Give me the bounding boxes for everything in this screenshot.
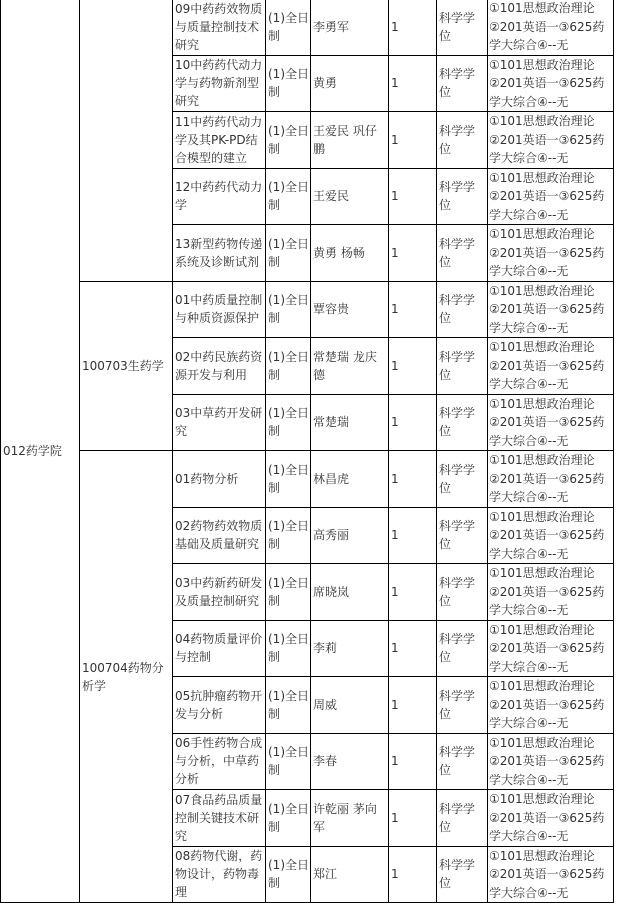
exam-subject-line: ②201英语一③625药 — [489, 810, 605, 825]
research-direction-cell: 13新型药物传递系统及诊断试剂 — [173, 225, 266, 282]
exam-subject-line: ①101思想政治理论 — [489, 170, 595, 185]
exam-subject-line: ②201英语一③625药 — [489, 245, 605, 260]
exam-subject-line: ②201英语一③625药 — [489, 189, 605, 203]
exam-subjects-cell — [488, 733, 614, 790]
exam-subject-line: 学大综合④--无 — [489, 772, 569, 787]
degree-type-cell: 科学学位 — [437, 112, 488, 169]
exam-subject-line: 学大综合④--无 — [489, 603, 569, 617]
exam-subject-line: ②201英语一③625药 — [489, 641, 605, 655]
exam-subject-line: ②201英语一③625药 — [489, 528, 605, 542]
exam-subject-line: ①101思想政治理论 — [489, 735, 595, 750]
study-mode-cell: (1)全日制 — [266, 394, 311, 451]
study-mode-cell: (1)全日制 — [266, 677, 311, 734]
exam-subject-line: 学大综合④--无 — [489, 490, 569, 504]
research-direction-cell: 05抗肿瘤药物开发与分析 — [173, 677, 266, 734]
exam-subject-line: ①101思想政治理论 — [489, 57, 595, 72]
exam-subjects-cell — [488, 451, 614, 508]
exam-subjects-cell — [488, 846, 614, 903]
tutor-cell: 许乾丽 茅向军 — [311, 790, 389, 847]
exam-subject-line: ①101思想政治理论 — [489, 509, 595, 524]
exam-subject-line: ②201英语一③625药 — [489, 19, 605, 34]
study-mode-cell: (1)全日制 — [266, 168, 311, 225]
program-table-body — [1, 0, 614, 903]
research-direction-cell: 09中药药效物质与质量控制技术研究 — [173, 0, 266, 55]
exam-subject-line: 学大综合④--无 — [489, 38, 569, 52]
exam-subject-line: ②201英语一③625药 — [489, 415, 605, 429]
exam-subject-line: 学大综合④--无 — [489, 151, 569, 165]
exam-subjects-cell — [488, 281, 614, 338]
exam-subjects-cell — [488, 225, 614, 282]
tutor-cell: 李勇军 — [311, 0, 389, 55]
exam-subjects-cell — [488, 677, 614, 734]
exam-subjects-cell — [488, 168, 614, 225]
exam-subject-line: ①101思想政治理论 — [489, 622, 595, 637]
exam-subject-line: ②201英语一③625药 — [489, 754, 605, 768]
exam-subjects-cell — [488, 507, 614, 564]
study-mode-cell: (1)全日制 — [266, 733, 311, 790]
degree-type-cell: 科学学位 — [437, 790, 488, 847]
enrollment-count-cell: 1 — [389, 394, 437, 451]
study-mode-cell: (1)全日制 — [266, 225, 311, 282]
tutor-cell: 林昌虎 — [311, 451, 389, 508]
research-direction-cell: 02中药民族药资源开发与利用 — [173, 338, 266, 395]
exam-subjects-cell — [488, 790, 614, 847]
exam-subject-line: ②201英语一③625药 — [489, 302, 605, 316]
exam-subject-line: ①101思想政治理论 — [489, 340, 595, 354]
tutor-cell: 覃容贵 — [311, 281, 389, 338]
degree-type-cell: 科学学位 — [437, 338, 488, 395]
tutor-cell: 常楚瑞 — [311, 394, 389, 451]
exam-subject-line: ①101思想政治理论 — [489, 453, 595, 467]
table-row — [1, 281, 614, 338]
tutor-cell: 席晓岚 — [311, 564, 389, 621]
enrollment-count-cell: 1 — [389, 677, 437, 734]
tutor-cell: 周威 — [311, 677, 389, 734]
exam-subject-line: ②201英语一③625药 — [489, 584, 605, 599]
exam-subject-line: 学大综合④--无 — [489, 94, 569, 109]
exam-subjects-cell — [488, 55, 614, 112]
school-cell: 012药学院 — [1, 0, 80, 903]
exam-subject-line: ②201英语一③625药 — [489, 471, 605, 486]
exam-subjects-cell — [488, 338, 614, 395]
table-row — [1, 0, 614, 55]
exam-subject-line: 学大综合④--无 — [489, 377, 569, 391]
study-mode-cell: (1)全日制 — [266, 790, 311, 847]
exam-subject-line: 学大综合④--无 — [489, 207, 569, 222]
major-cell: 100703生药学 — [80, 281, 173, 451]
exam-subject-line: ①101思想政治理论 — [489, 1, 595, 15]
enrollment-count-cell: 1 — [389, 225, 437, 282]
research-direction-cell: 04药物质量评价与控制 — [173, 620, 266, 677]
enrollment-count-cell: 1 — [389, 451, 437, 508]
exam-subjects-cell — [488, 394, 614, 451]
research-direction-cell: 01药物分析 — [173, 451, 266, 508]
enrollment-count-cell: 1 — [389, 112, 437, 169]
major-cell — [80, 0, 173, 281]
exam-subject-line: 学大综合④--无 — [489, 716, 569, 730]
research-direction-cell: 12中药药代动力学 — [173, 168, 266, 225]
degree-type-cell: 科学学位 — [437, 846, 488, 903]
study-mode-cell: (1)全日制 — [266, 564, 311, 621]
degree-type-cell: 科学学位 — [437, 55, 488, 112]
research-direction-cell: 02药物药效物质基础及质量研究 — [173, 507, 266, 564]
tutor-cell: 黄勇 — [311, 55, 389, 112]
tutor-cell: 郑江 — [311, 846, 389, 903]
degree-type-cell: 科学学位 — [437, 225, 488, 282]
exam-subjects-cell — [488, 0, 614, 55]
study-mode-cell: (1)全日制 — [266, 338, 311, 395]
study-mode-cell: (1)全日制 — [266, 55, 311, 112]
tutor-cell: 李春 — [311, 733, 389, 790]
exam-subject-line: ①101思想政治理论 — [489, 283, 595, 298]
enrollment-count-cell: 1 — [389, 790, 437, 847]
exam-subject-line: 学大综合④--无 — [489, 546, 569, 561]
tutor-cell: 李莉 — [311, 620, 389, 677]
degree-type-cell: 科学学位 — [437, 0, 488, 55]
enrollment-count-cell: 1 — [389, 507, 437, 564]
exam-subject-line: 学大综合④--无 — [489, 885, 569, 900]
exam-subject-line: 学大综合④--无 — [489, 829, 569, 843]
degree-type-cell: 科学学位 — [437, 394, 488, 451]
degree-type-cell: 科学学位 — [437, 733, 488, 790]
enrollment-count-cell: 1 — [389, 564, 437, 621]
tutor-cell: 王爱民 巩仔鹏 — [311, 112, 389, 169]
exam-subject-line: ①101思想政治理论 — [489, 114, 595, 128]
enrollment-count-cell: 1 — [389, 281, 437, 338]
tutor-cell: 王爱民 — [311, 168, 389, 225]
enrollment-count-cell: 1 — [389, 55, 437, 112]
table-row — [1, 451, 614, 508]
exam-subject-line: ②201英语一③625药 — [489, 358, 605, 373]
research-direction-cell: 03中草药开发研究 — [173, 394, 266, 451]
study-mode-cell: (1)全日制 — [266, 281, 311, 338]
exam-subject-line: ①101思想政治理论 — [489, 396, 595, 411]
tutor-cell: 常楚瑞 龙庆德 — [311, 338, 389, 395]
degree-type-cell: 科学学位 — [437, 168, 488, 225]
research-direction-cell: 06手性药物合成与分析，中草药分析 — [173, 733, 266, 790]
exam-subject-line: 学大综合④--无 — [489, 659, 569, 674]
tutor-cell: 黄勇 杨畅 — [311, 225, 389, 282]
study-mode-cell: (1)全日制 — [266, 620, 311, 677]
exam-subjects-cell — [488, 564, 614, 621]
study-mode-cell: (1)全日制 — [266, 846, 311, 903]
enrollment-count-cell: 1 — [389, 168, 437, 225]
enrollment-count-cell: 1 — [389, 338, 437, 395]
exam-subject-line: ②201英语一③625药 — [489, 76, 605, 90]
exam-subject-line: 学大综合④--无 — [489, 320, 569, 335]
research-direction-cell: 03中药新药研发及质量控制研究 — [173, 564, 266, 621]
enrollment-count-cell: 1 — [389, 0, 437, 55]
degree-type-cell: 科学学位 — [437, 281, 488, 338]
degree-type-cell: 科学学位 — [437, 677, 488, 734]
research-direction-cell: 11中药药代动力学及其PK-PD结合模型的建立 — [173, 112, 266, 169]
exam-subject-line: ①101思想政治理论 — [489, 566, 595, 580]
degree-type-cell: 科学学位 — [437, 451, 488, 508]
study-mode-cell: (1)全日制 — [266, 112, 311, 169]
exam-subject-line: ①101思想政治理论 — [489, 848, 595, 863]
exam-subject-line: ①101思想政治理论 — [489, 792, 595, 806]
exam-subject-line: 学大综合④--无 — [489, 264, 569, 278]
research-direction-cell: 10中药药代动力学与药物新剂型研究 — [173, 55, 266, 112]
tutor-cell: 高秀丽 — [311, 507, 389, 564]
research-direction-cell: 07食品药品质量控制关键技术研究 — [173, 790, 266, 847]
study-mode-cell: (1)全日制 — [266, 0, 311, 55]
degree-type-cell: 科学学位 — [437, 507, 488, 564]
exam-subjects-cell — [488, 112, 614, 169]
exam-subject-line: ②201英语一③625药 — [489, 867, 605, 881]
degree-type-cell: 科学学位 — [437, 564, 488, 621]
exam-subject-line: ①101思想政治理论 — [489, 679, 595, 693]
exam-subject-line: 学大综合④--无 — [489, 433, 569, 448]
exam-subjects-cell — [488, 620, 614, 677]
enrollment-count-cell: 1 — [389, 733, 437, 790]
exam-subject-line: ②201英语一③625药 — [489, 697, 605, 712]
major-cell: 100704药物分析学 — [80, 451, 173, 903]
exam-subject-line: ①101思想政治理论 — [489, 227, 595, 241]
enrollment-count-cell: 1 — [389, 620, 437, 677]
study-mode-cell: (1)全日制 — [266, 451, 311, 508]
study-mode-cell: (1)全日制 — [266, 507, 311, 564]
research-direction-cell: 01中药质量控制与种质资源保护 — [173, 281, 266, 338]
research-direction-cell: 08药物代谢，药物设计，药物毒理 — [173, 846, 266, 903]
degree-type-cell: 科学学位 — [437, 620, 488, 677]
exam-subject-line: ②201英语一③625药 — [489, 132, 605, 147]
enrollment-count-cell: 1 — [389, 846, 437, 903]
